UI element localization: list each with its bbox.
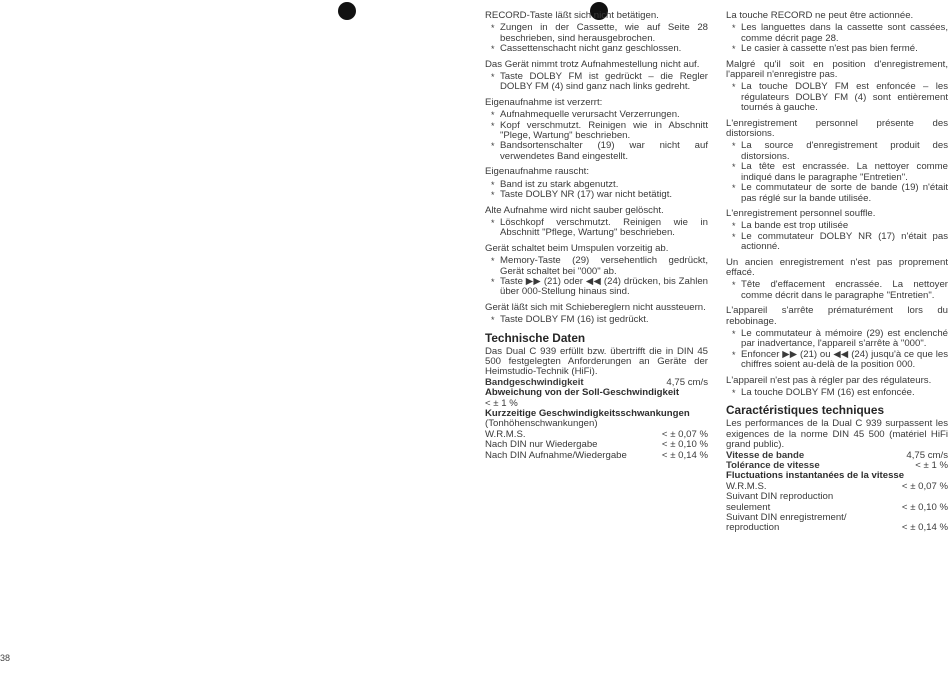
- german-problem-text: Eigenaufnahme rauscht:: [485, 166, 589, 178]
- french-flutter-label: Fluctuations instantanées de la vitesse: [726, 470, 905, 482]
- german-tech-heading: Technische Daten: [485, 330, 586, 345]
- french-spec-value: < ± 0,10 %: [901, 501, 948, 513]
- german-spec-row: [485, 451, 708, 461]
- french-bullet-item: * La touche DOLBY FM est enfoncée – les régulateurs DOLBY FM (4) sont entièrement tournés à gauche.: [726, 82, 948, 113]
- german-bullet-item: * Taste DOLBY FM (16) ist gedrückt.: [485, 315, 708, 325]
- french-bullet-item: * La touche DOLBY FM (16) est enfoncée.: [726, 388, 948, 398]
- german-bullet-item: * Cassettenschacht nicht ganz geschlossen.: [485, 44, 708, 54]
- french-bullet-item: * Le commutateur de sorte de bande (19) n'était pas réglé sur la bande utilisée.: [726, 183, 948, 204]
- german-problem-text: Gerät schaltet beim Umspulen vorzeitig ab.: [485, 242, 669, 254]
- french-technical-data: [726, 404, 948, 533]
- french-bullet-item: * Tête d'effacement encrassée. La nettoyer comme décrit dans le paragraphe "Entretien".: [726, 280, 948, 301]
- french-problem-text: Malgré qu'il soit en position d'enregistrement, l'appareil n'enregistre pas.: [726, 58, 948, 81]
- french-spec-key: W.R.M.S.: [726, 480, 767, 492]
- german-bullet-item: * Aufnahmequelle verursacht Verzerrungen.: [485, 110, 708, 120]
- german-tech-intro: Das Dual C 939 erfüllt bzw. übertrifft die in DIN 45 500 festgelegten Anforderungen an Geräte der Heimstudio-Technik (HiFi).: [485, 345, 708, 378]
- french-tolerance-value: < ± 1 %: [915, 460, 948, 472]
- german-bullet-item: * Löschkopf verschmutzt. Reinigen wie in Abschnitt "Pflege, Wartung" beschrieben.: [485, 218, 708, 239]
- german-technical-data: [485, 332, 708, 461]
- french-spec-key: Suivant DIN enregistrement/ reproduction: [726, 512, 847, 534]
- german-bullet-item: * Memory-Taste (29) versehentlich gedrückt, Gerät schaltet bei "000" ab.: [485, 256, 708, 277]
- german-troubleshooting: [485, 11, 708, 326]
- french-bullet-item: * Le commutateur DOLBY NR (17) n'était pas actionné.: [726, 232, 948, 253]
- french-tolerance-label: Tolérance de vitesse: [726, 460, 820, 472]
- german-problem-text: Alte Aufnahme wird nicht sauber gelöscht.: [485, 204, 664, 216]
- french-problem-text: La touche RECORD ne peut être actionnée.: [726, 10, 914, 21]
- french-bullet-item: * Les languettes dans la cassette sont cassées, comme décrit page 28.: [726, 23, 948, 44]
- french-problem-text: L'appareil s'arrête prématurément lors du rebobinage.: [726, 305, 948, 327]
- german-bullet-item: * Zungen in der Cassette, wie auf Seite 28 beschrieben, sind herausgebrochen.: [485, 23, 708, 44]
- french-problem-text: Un ancien enregistrement n'est pas proprement effacé.: [726, 256, 948, 278]
- french-bullet-item: * La tête est encrassée. La nettoyer comme indiqué dans le paragraphe "Entretien".: [726, 162, 948, 183]
- german-deviation-label: Abweichung von der Soll-Geschwindigkeit: [485, 387, 680, 399]
- french-speed-value: 4,75 cm/s: [906, 449, 948, 461]
- french-bullet-item: * Enfoncer ▶▶ (21) ou ◀◀ (24) jusqu'à ce que les chiffres soient au-delà de la position 000.: [726, 350, 948, 371]
- german-bullet-item: * Bandsortenschalter (19) war nicht auf verwendetes Band eingestellt.: [485, 141, 708, 162]
- german-deviation-value: < ± 1 %: [485, 397, 518, 409]
- german-flutter-sub: (Tonhöhenschwankungen): [485, 418, 598, 430]
- german-bullet-item: * Band ist zu stark abgenutzt.: [485, 180, 708, 190]
- german-problem-text: RECORD-Taste läßt sich nicht betätigen.: [485, 10, 659, 21]
- german-problem-text: Gerät läßt sich mit Schiebereglern nicht aussteuern.: [485, 301, 706, 313]
- french-bullet-item: * Le commutateur à mémoire (29) est enclenché par inadvertance, l'appareil s'arrête à "000".: [726, 329, 948, 350]
- french-tech-heading: Caractéristiques techniques: [726, 403, 885, 418]
- german-spec-value: < ± 0,14 %: [661, 449, 708, 461]
- german-bullet-item: * Kopf verschmutzt. Reinigen wie in Abschnitt "Plege, Wartung" beschrieben.: [485, 121, 708, 142]
- german-spec-key: Nach DIN Aufnahme/Wiedergabe: [485, 449, 627, 461]
- german-speed-label: Bandgeschwindigkeit: [485, 376, 584, 388]
- page-number: 38: [0, 653, 11, 663]
- french-bullet-item: * Le casier à cassette n'est pas bien fermé.: [726, 44, 948, 54]
- german-spec-key: W.R.M.S.: [485, 428, 526, 440]
- french-bullet-item: * La source d'enregistrement produit des distorsions.: [726, 141, 948, 162]
- french-spec-value: < ± 0,07 %: [901, 480, 948, 492]
- french-spec-row: [726, 513, 948, 534]
- german-spec-value: < ± 0,10 %: [661, 439, 708, 451]
- german-speed-value: 4,75 cm/s: [666, 376, 708, 388]
- german-bullet-item: * Taste DOLBY NR (17) war nicht betätigt.: [485, 190, 708, 200]
- french-problem-text: L'appareil n'est pas à régler par des régulateurs.: [726, 374, 932, 386]
- german-problem-text: Das Gerät nimmt trotz Aufnahmestellung nicht auf.: [485, 58, 700, 70]
- french-spec-value: < ± 0,14 %: [901, 522, 948, 534]
- german-spec-value: < ± 0,07 %: [661, 428, 708, 440]
- french-troubleshooting: [726, 11, 948, 398]
- french-tech-intro: Les performances de la Dual C 939 surpassent les exigences de la norme DIN 45 500 (matériel HiFi grand public).: [726, 418, 948, 451]
- french-bullet-item: * La bande est trop utilisée: [726, 221, 948, 231]
- german-column: [485, 11, 708, 461]
- german-spec-key: Nach DIN nur Wiedergabe: [485, 439, 598, 451]
- german-flutter-label: Kurzzeitige Geschwindigkeitsschwankungen: [485, 408, 690, 419]
- french-problem-text: L'enregistrement personnel souffle.: [726, 207, 876, 219]
- german-problem-text: Eigenaufnahme ist verzerrt:: [485, 96, 603, 108]
- french-column: [726, 11, 948, 534]
- french-spec-key: Suivant DIN reproduction seulement: [726, 491, 834, 513]
- binding-hole-left: [338, 2, 356, 20]
- french-speed-label: Vitesse de bande: [726, 449, 805, 461]
- french-spec-row: [726, 492, 948, 513]
- german-bullet-item: * Taste ▶▶ (21) oder ◀◀ (24) drücken, bis Zahlen über 000-Stellung hinaus sind.: [485, 277, 708, 298]
- french-problem-text: L'enregistrement personnel présente des distorsions.: [726, 117, 948, 140]
- german-bullet-item: * Taste DOLBY FM ist gedrückt – die Regler DOLBY FM (4) sind ganz nach links gedreht.: [485, 72, 708, 93]
